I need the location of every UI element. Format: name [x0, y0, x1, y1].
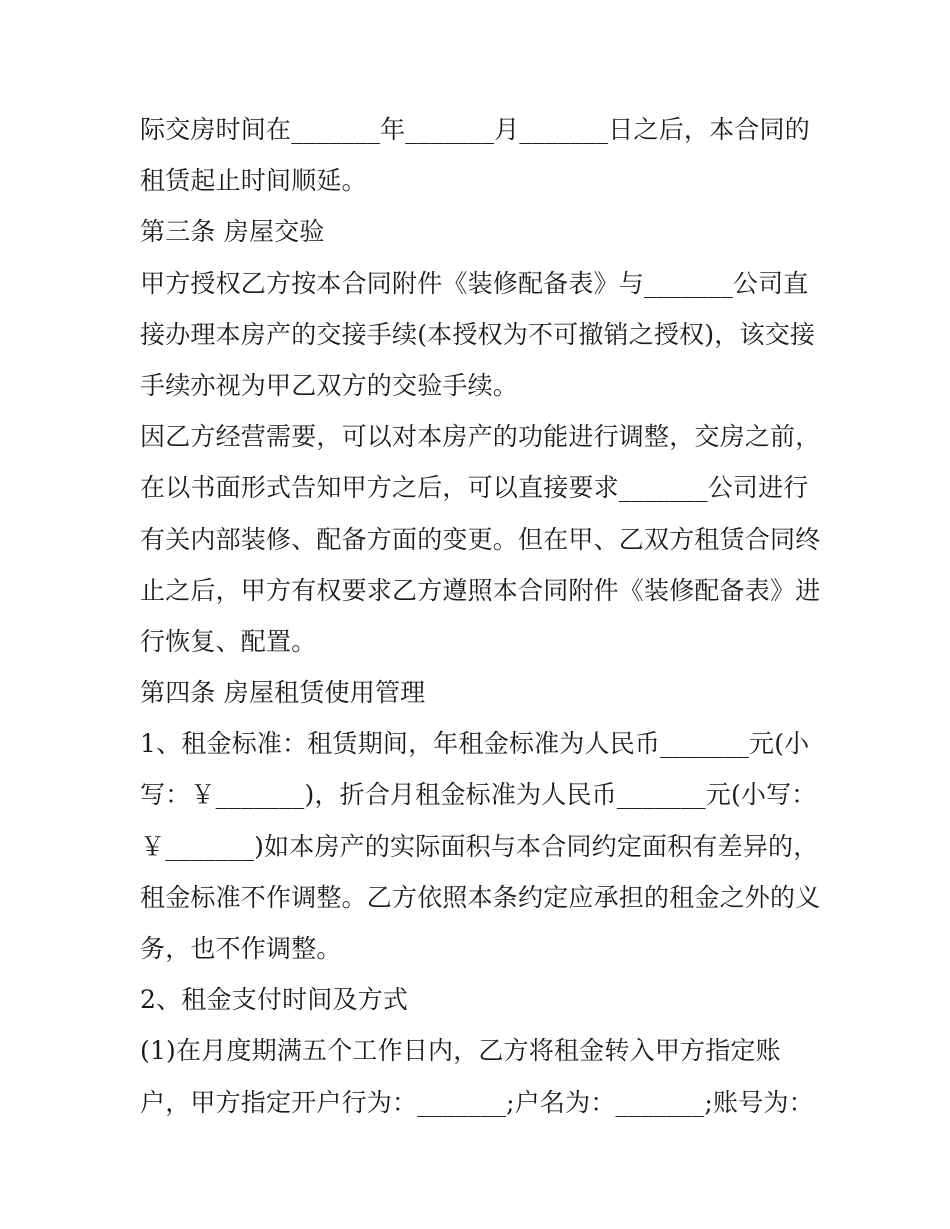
- text-line: 务，也不作调整。: [140, 934, 342, 963]
- text-line: 因乙方经营需要，可以对本房产的功能进行调整，交房之前，: [140, 422, 821, 452]
- section-heading: 第三条 房屋交验: [140, 217, 325, 247]
- text-line: 租赁起止时间顺延。: [140, 166, 367, 196]
- text-line: 接办理本房产的交接手续(本授权为不可撤销之授权)，该交接: [140, 319, 816, 349]
- text-line: 际交房时间在_______年_______月_______日之后，本合同的: [140, 115, 810, 144]
- text-line: 户，甲方指定开户行为：_______;户名为：_______;账号为：: [140, 1087, 814, 1117]
- text-line: 止之后，甲方有权要求乙方遵照本合同附件《装修配备表》进: [140, 575, 821, 605]
- text-line: 租金标准不作调整。乙方依照本条约定应承担的租金之外的义: [140, 882, 821, 912]
- document-body: [140, 104, 820, 1128]
- text-line: 在以书面形式告知甲方之后，可以直接要求_______公司进行: [140, 473, 809, 503]
- text-line: 有关内部装修、配备方面的变更。但在甲、乙双方租赁合同终: [140, 524, 821, 554]
- text-line: (1)在月度期满五个工作日内，乙方将租金转入甲方指定账: [140, 1036, 781, 1066]
- subsection-heading: 2、租金支付时间及方式: [140, 985, 409, 1015]
- text-line: 手续亦视为甲乙双方的交验手续。: [140, 370, 519, 400]
- text-line: 写：￥_______)，折合月租金标准为人民币_______元(小写：: [140, 780, 817, 810]
- text-line: 甲方授权乙方按本合同附件《装修配备表》与_______公司直: [140, 268, 809, 298]
- text-line: 1、租金标准：租赁期间，年租金标准为人民币_______元(小: [140, 729, 810, 759]
- section-heading: 第四条 房屋租赁使用管理: [140, 678, 426, 708]
- text-line: 行恢复、配置。: [140, 626, 317, 656]
- text-line: ￥_______)如本房产的实际面积与本合同约定面积有差异的，: [140, 831, 819, 861]
